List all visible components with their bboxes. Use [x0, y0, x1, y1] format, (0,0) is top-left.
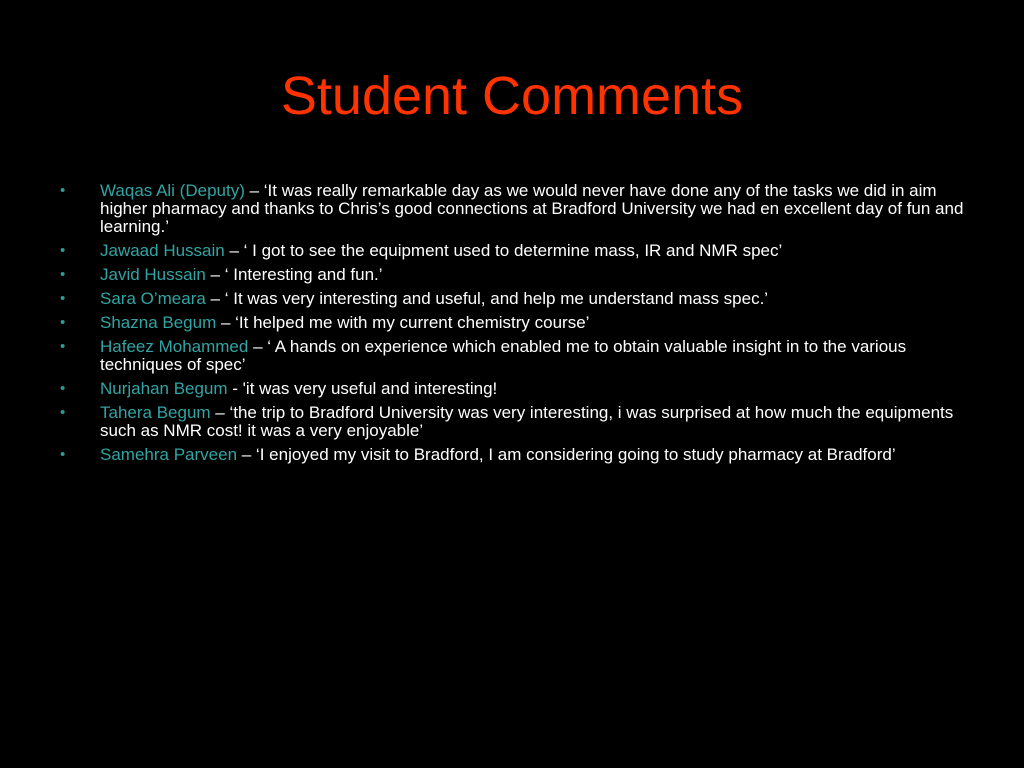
comment-text: – ‘ A hands on experience which enabled me to obtain valuable insight in to the various techniques of spec’ — [100, 337, 907, 374]
bullet-icon: • — [60, 314, 66, 331]
comment-item — [56, 446, 966, 464]
comment-text: – ‘ I got to see the equipment used to determine mass, IR and NMR spec’ — [224, 241, 783, 260]
student-name: Hafeez Mohammed — [100, 337, 249, 356]
student-name: Waqas Ali (Deputy) — [100, 181, 245, 200]
comment-text: – ‘the trip to Bradford University was very interesting, i was surprised at how much the equipments such as NMR cost! it was a very enjoyable’ — [100, 403, 954, 440]
comment-item — [56, 266, 966, 284]
comment-text: - 'it was very useful and interesting! — [227, 379, 498, 398]
comment-item — [56, 242, 966, 260]
comment-item — [56, 404, 966, 440]
comment-text: – ‘It was really remarkable day as we would never have done any of the tasks we did in aim higher pharmacy and thanks to Chris’s good connections at Bradford University we had en excellent day of fun and learning.’ — [100, 181, 964, 236]
bullet-icon: • — [60, 290, 66, 307]
student-name: Jawaad Hussain — [100, 241, 225, 260]
student-name: Sara O’meara — [100, 289, 206, 308]
comment-item — [56, 338, 966, 374]
student-name: Shazna Begum — [100, 313, 217, 332]
bullet-icon: • — [60, 404, 66, 421]
bullet-icon: • — [60, 380, 66, 397]
comment-list — [56, 182, 966, 470]
comment-item — [56, 380, 966, 398]
student-name: Javid Hussain — [100, 265, 206, 284]
comment-text: – ‘ Interesting and fun.’ — [205, 265, 383, 284]
comment-item — [56, 182, 966, 236]
student-name: Nurjahan Begum — [100, 379, 228, 398]
student-name: Samehra Parveen — [100, 445, 238, 464]
bullet-icon: • — [60, 242, 66, 259]
comment-item — [56, 314, 966, 332]
bullet-icon: • — [60, 182, 66, 199]
bullet-icon: • — [60, 266, 66, 283]
comment-text: – ‘I enjoyed my visit to Bradford, I am considering going to study pharmacy at Bradford’ — [237, 445, 896, 464]
comment-item — [56, 290, 966, 308]
comment-text: – ‘ It was very interesting and useful, and help me understand mass spec.’ — [205, 289, 769, 308]
slide-title: Student Comments — [280, 66, 744, 126]
bullet-icon: • — [60, 446, 66, 463]
student-name: Tahera Begum — [100, 403, 211, 422]
comment-text: – ‘It helped me with my current chemistry course’ — [216, 313, 590, 332]
bullet-icon: • — [60, 338, 66, 355]
